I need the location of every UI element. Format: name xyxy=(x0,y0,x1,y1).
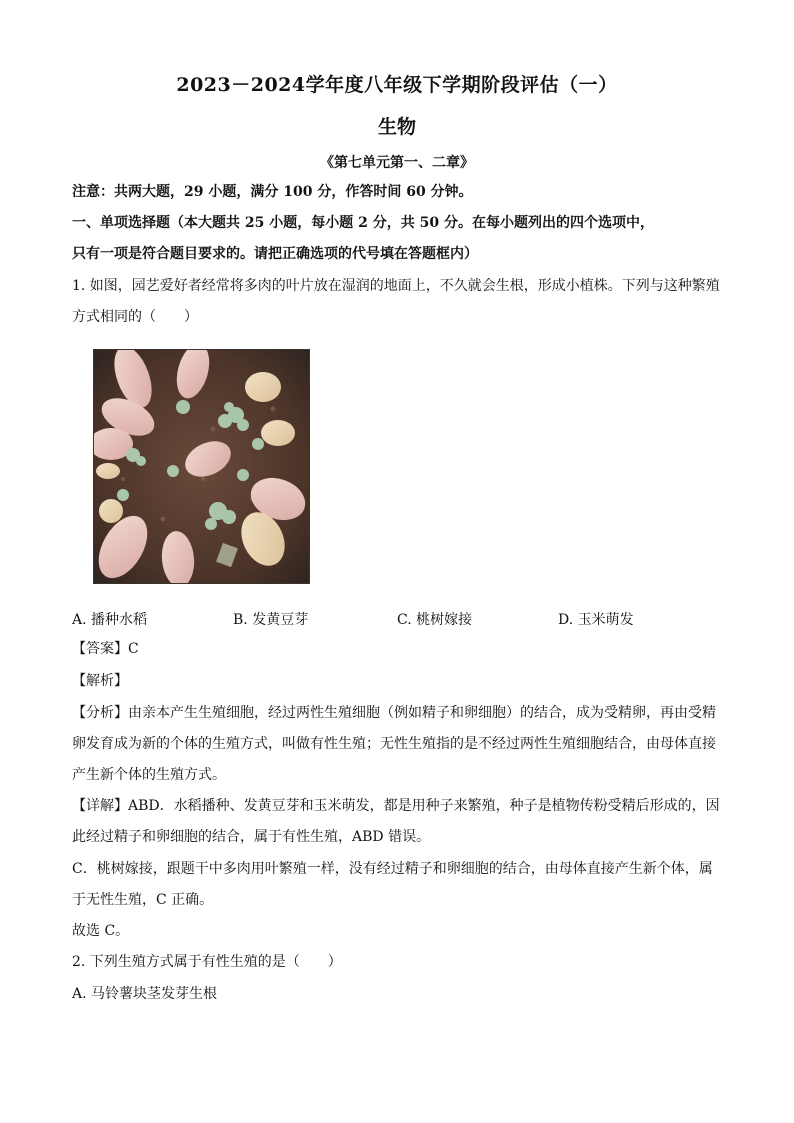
q1-analysis-line3: 产生新个体的生殖方式。 xyxy=(72,767,226,783)
q1-answer: 【答案】C xyxy=(72,641,139,657)
section-heading-line2: 只有一项是符合题目要求的。请把正确选项的代号填在答题框内） xyxy=(72,246,478,262)
q2-option-a: A. 马铃薯块茎发芽生根 xyxy=(72,986,218,1002)
q1-option-c: C. 桃树嫁接 xyxy=(397,612,473,628)
exam-scope: 《第七单元第一、二章》 xyxy=(320,155,474,171)
q1-detail-line1: 【详解】ABD．水稻播种、发黄豆芽和玉米萌发，都是用种子来繁殖，种子是植物传粉受精后形成的，因 xyxy=(72,798,720,814)
q1-detail-line2: 此经过精子和卵细胞的结合，属于有性生殖，ABD 错误。 xyxy=(72,829,431,845)
q1-analysis-line1: 【分析】由亲本产生生殖细胞，经过两性生殖细胞（例如精子和卵细胞）的结合，成为受精卵，再由受精 xyxy=(72,705,716,721)
q1-conclusion: 故选 C。 xyxy=(72,923,130,939)
q2-stem: 2. 下列生殖方式属于有性生殖的是（ ） xyxy=(72,954,342,970)
exam-subject: 生物 xyxy=(377,116,416,138)
succulent-leaves-photo xyxy=(93,349,310,584)
q1-detail-line3: C．桃树嫁接，跟题干中多肉用叶繁殖一样，没有经过精子和卵细胞的结合，由母体直接产生新个体，属 xyxy=(72,861,713,877)
q1-stem-line1: 1. 如图，园艺爱好者经常将多肉的叶片放在湿润的地面上，不久就会生根，形成小植株。下列与这种繁殖 xyxy=(72,278,720,294)
q1-option-d: D. 玉米萌发 xyxy=(558,612,634,628)
q1-detail-line4: 于无性生殖，C 正确。 xyxy=(72,892,214,908)
q1-analysis-label: 【解析】 xyxy=(72,673,128,689)
q1-option-a: A. 播种水稻 xyxy=(72,612,148,628)
q1-stem-line2: 方式相同的（ ） xyxy=(72,309,198,325)
exam-note: 注意：共两大题，29 小题，满分 100 分，作答时间 60 分钟。 xyxy=(72,184,473,200)
q1-analysis-line2: 卵发育成为新的个体的生殖方式，叫做有性生殖；无性生殖指的是不经过两性生殖细胞结合，由母体直接 xyxy=(72,736,716,752)
section-heading-line1: 一、单项选择题（本大题共 25 小题，每小题 2 分，共 50 分。在每小题列出的四个选项中， xyxy=(72,215,654,231)
exam-title: 2023－2024学年度八年级下学期阶段评估（一） xyxy=(176,74,618,96)
q1-option-b: B. 发黄豆芽 xyxy=(233,612,309,628)
